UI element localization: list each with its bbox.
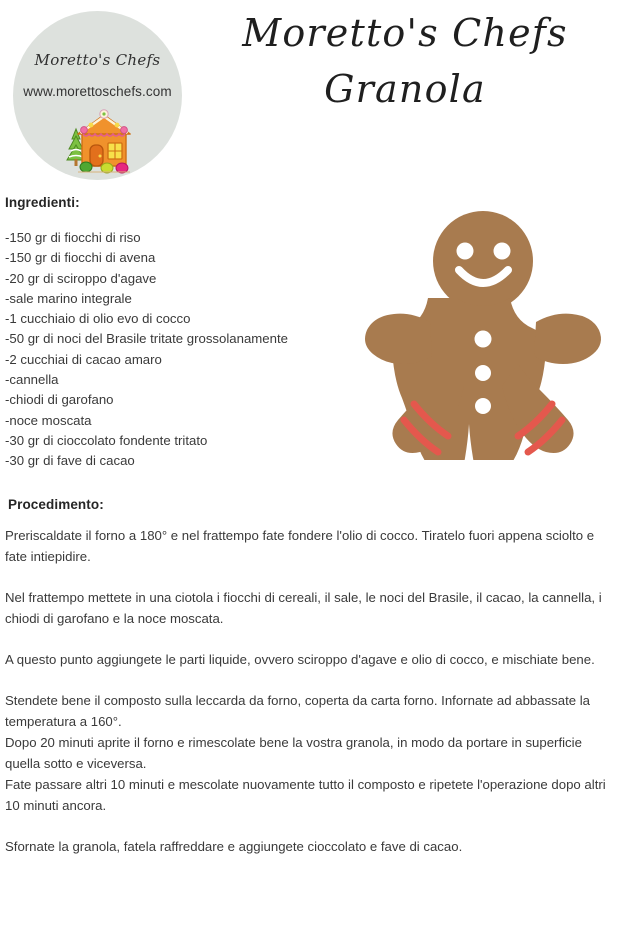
procedure-paragraph: Sfornate la granola, fatela raffreddare e aggiungete cioccolato e fave di cacao. <box>5 839 463 854</box>
gingerbread-man-icon <box>352 198 614 460</box>
title-line-recipe: Granola <box>324 67 486 111</box>
procedure-paragraph: Nel frattempo mettete in una ciotola i fiocchi di cereali, il sale, le noci del Brasile, il cacao, la cannella, i chiodi di garofano e la noce moscata. <box>5 590 602 626</box>
list-item: -chiodi di garofano <box>5 392 114 408</box>
list-item: -1 cucchiaio di olio evo di cocco <box>5 311 191 327</box>
ingredients-list <box>5 228 345 472</box>
list-item: -cannella <box>5 372 59 388</box>
logo-url-text: www.morettoschefs.com <box>23 84 172 99</box>
procedure-heading: Procedimento: <box>8 497 104 512</box>
logo-badge <box>13 11 182 180</box>
list-item: -150 gr di fiocchi di riso <box>5 230 141 245</box>
page-title <box>200 8 610 114</box>
procedure-paragraph: A questo punto aggiungete le parti liquide, ovvero sciroppo d'agave e olio di cocco, e mischiate bene. <box>5 652 595 667</box>
ingredients-heading: Ingredienti: <box>5 195 80 210</box>
gingerbread-buttons <box>475 331 492 415</box>
procedure-paragraph: Fate passare altri 10 minuti e mescolate nuovamente tutto il composto e ripetete l'operazione dopo altri 10 minuti ancora. <box>5 777 606 813</box>
logo-brand-text: Moretto's Chefs <box>34 51 161 69</box>
list-item: -sale marino integrale <box>5 290 132 306</box>
title-line-brand: Moretto's Chefs <box>242 11 568 55</box>
list-item: -2 cucchiai di cacao amaro <box>5 351 162 367</box>
gingerbread-house-icon <box>50 103 146 177</box>
list-item: -50 gr di noci del Brasile tritate grossolanamente <box>5 331 288 347</box>
list-item: -20 gr di sciroppo d'agave <box>5 270 157 286</box>
list-item: -150 gr di fiocchi di avena <box>5 250 156 266</box>
list-item: -30 gr di fave di cacao <box>5 453 135 469</box>
list-item: -30 gr di cioccolato fondente tritato <box>5 432 208 448</box>
procedure-paragraph: Dopo 20 minuti aprite il forno e rimescolate bene la vostra granola, in modo da portare in superficie quella sotto e viceversa. <box>5 735 582 771</box>
procedure-body <box>5 525 612 857</box>
list-item: -noce moscata <box>5 412 92 428</box>
gingerbread-eye-right <box>494 243 511 260</box>
procedure-paragraph: Preriscaldate il forno a 180° e nel frattempo fate fondere l'olio di cocco. Tiratelo fuori appena sciolto e fate intiepidire. <box>5 528 595 564</box>
procedure-paragraph: Stendete bene il composto sulla leccarda da forno, coperta da carta forno. Infornate ad abbassate la temperatura a 160°. <box>5 693 591 729</box>
gingerbread-eye-left <box>457 243 474 260</box>
